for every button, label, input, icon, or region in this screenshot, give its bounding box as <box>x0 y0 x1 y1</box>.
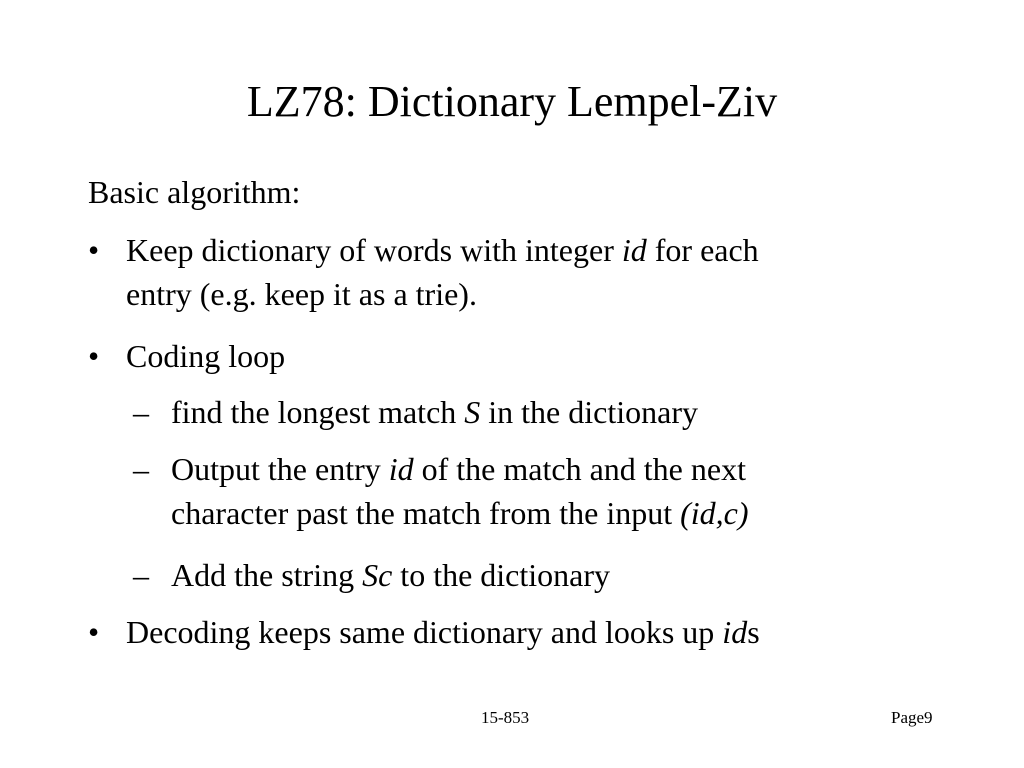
subitem-add-string <box>133 553 611 597</box>
bullet-line: Coding loop <box>126 338 286 374</box>
subitem-line: Output the entry id of the match and the next <box>171 451 746 487</box>
bullet-marker: • <box>88 614 100 650</box>
bullet-line: Keep dictionary of words with integer id for each <box>126 232 759 268</box>
slide-title: LZ78: Dictionary Lempel-Ziv <box>246 77 778 126</box>
subitem-longest-match <box>133 390 698 434</box>
bullet-line: Decoding keeps same dictionary and looks up ids <box>126 614 760 650</box>
bullet-item-dictionary <box>88 228 759 316</box>
bullet-marker: • <box>88 338 100 374</box>
intro-text: Basic algorithm: <box>88 174 301 210</box>
footer-page-number: Page9 <box>891 708 933 727</box>
bullet-item-decoding <box>88 610 760 654</box>
dash-marker: – <box>133 394 149 430</box>
bullet-line: entry (e.g. keep it as a trie). <box>126 276 477 312</box>
dash-marker: – <box>133 451 149 487</box>
dash-marker: – <box>133 557 149 593</box>
footer-course-number: 15-853 <box>481 708 530 727</box>
subitem-line: Add the string Sc to the dictionary <box>171 557 611 593</box>
bullet-item-coding-loop <box>88 334 286 378</box>
subitem-line: find the longest match S in the dictionary <box>171 394 698 430</box>
bullet-marker: • <box>88 232 100 268</box>
subitem-line: character past the match from the input (id,c) <box>171 495 749 531</box>
subitem-output-entry <box>133 447 749 535</box>
